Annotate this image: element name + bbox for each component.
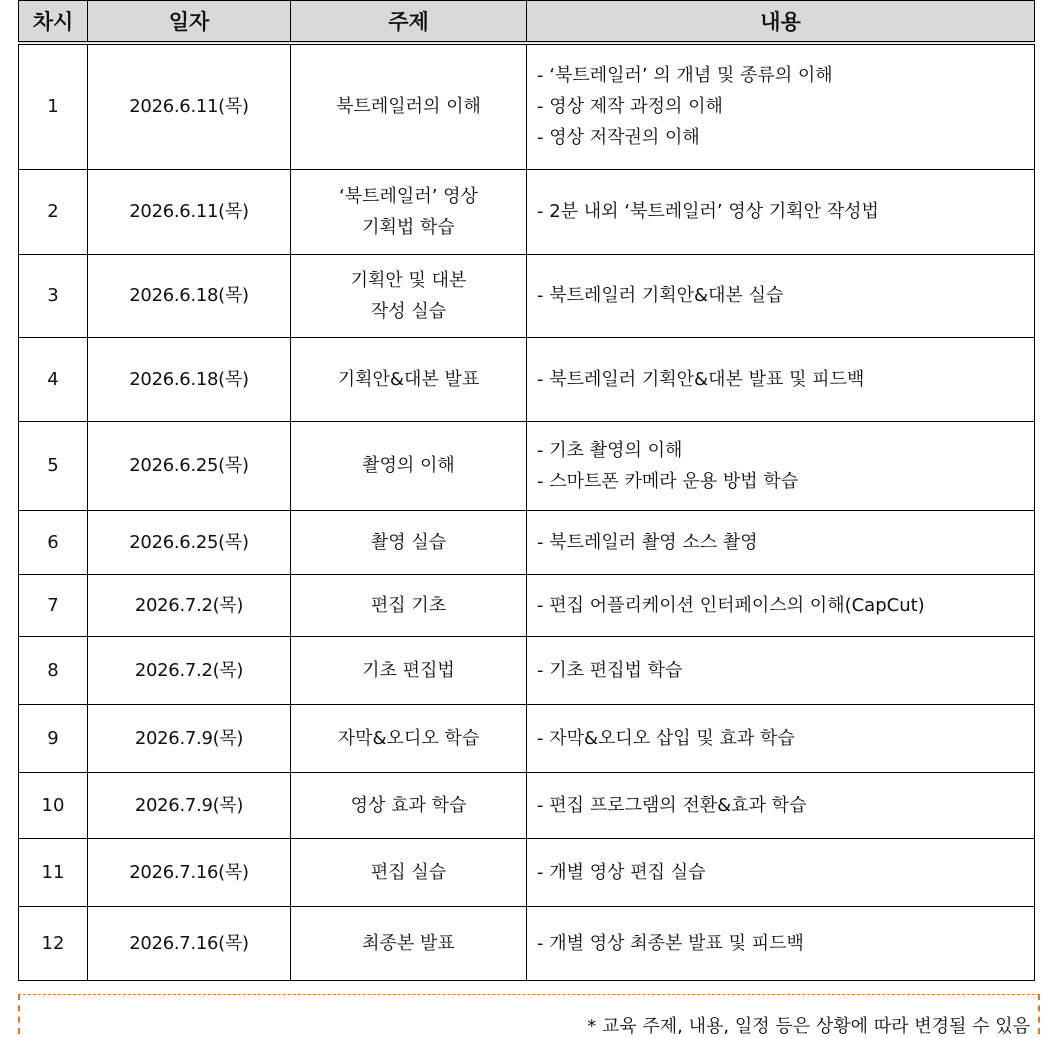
topic-line: 촬영 실습 <box>370 531 447 553</box>
header-content: 내용 <box>527 1 1035 44</box>
topic-line: 최종본 발표 <box>362 932 455 954</box>
content-cell <box>527 772 1035 838</box>
document <box>18 0 1034 1024</box>
session-cell: 3 <box>19 254 88 337</box>
session-cell: 5 <box>19 421 88 510</box>
date-cell: 2026.6.11(목) <box>88 169 291 254</box>
content-cell <box>527 510 1035 574</box>
date-cell: 2026.7.16(목) <box>88 838 291 906</box>
topic-cell <box>291 510 527 574</box>
date-cell: 2026.7.2(목) <box>88 574 291 636</box>
content-cell <box>527 838 1035 906</box>
content-line: - ‘북트레일러’ 의 개념 및 종류의 이해 <box>537 65 833 87</box>
topic-line: ‘북트레일러’ 영상 <box>339 185 478 207</box>
table-row <box>19 510 1035 574</box>
session-cell: 2 <box>19 169 88 254</box>
schedule-table <box>18 0 1035 981</box>
content-cell <box>527 43 1035 169</box>
session-cell: 8 <box>19 636 88 704</box>
content-line: - 영상 저작권의 이해 <box>537 127 700 149</box>
topic-cell <box>291 704 527 772</box>
topic-line: 기획안 및 대본 <box>350 269 467 291</box>
table-row <box>19 43 1035 169</box>
session-cell: 4 <box>19 337 88 421</box>
content-cell <box>527 421 1035 510</box>
topic-line: 기초 편집법 <box>362 659 455 681</box>
content-line: - 편집 어플리케이션 인터페이스의 이해(CapCut) <box>537 594 925 616</box>
session-cell: 10 <box>19 772 88 838</box>
content-line: - 북트레일러 촬영 소스 촬영 <box>537 531 758 553</box>
topic-cell <box>291 906 527 980</box>
content-cell <box>527 906 1035 980</box>
topic-line: 기획안&대본 발표 <box>337 368 480 390</box>
topic-line: 영상 효과 학습 <box>350 794 467 816</box>
session-cell: 12 <box>19 906 88 980</box>
topic-line: 촬영의 이해 <box>362 455 455 476</box>
header-session: 차시 <box>19 1 88 44</box>
content-line: - 북트레일러 기획안&대본 실습 <box>537 285 784 306</box>
date-cell: 2026.6.18(목) <box>88 254 291 337</box>
topic-cell <box>291 421 527 510</box>
content-line: - 자막&오디오 삽입 및 효과 학습 <box>537 727 795 749</box>
date-cell: 2026.6.25(목) <box>88 510 291 574</box>
table-row <box>19 169 1035 254</box>
content-cell <box>527 337 1035 421</box>
footnote-box <box>18 994 1040 1037</box>
content-line: - 편집 프로그램의 전환&효과 학습 <box>537 794 807 816</box>
date-cell: 2026.7.2(목) <box>88 636 291 704</box>
table-row <box>19 421 1035 510</box>
topic-cell <box>291 574 527 636</box>
topic-line: 기획법 학습 <box>362 216 455 238</box>
topic-cell <box>291 254 527 337</box>
content-line: - 기초 촬영의 이해 <box>537 439 683 461</box>
topic-cell <box>291 636 527 704</box>
topic-line: 작성 실습 <box>370 300 447 322</box>
table-row <box>19 254 1035 337</box>
table-row <box>19 337 1035 421</box>
session-cell: 7 <box>19 574 88 636</box>
topic-line: 북트레일러의 이해 <box>336 96 481 118</box>
content-cell <box>527 169 1035 254</box>
topic-line: 편집 실습 <box>370 861 447 883</box>
date-cell: 2026.7.9(목) <box>88 704 291 772</box>
header-date: 일자 <box>88 1 291 44</box>
table-row <box>19 906 1035 980</box>
content-line: - 2분 내외 ‘북트레일러’ 영상 기획안 작성법 <box>537 201 879 222</box>
header-topic: 주제 <box>291 1 527 44</box>
date-cell: 2026.7.16(목) <box>88 906 291 980</box>
table-row <box>19 838 1035 906</box>
table-row <box>19 636 1035 704</box>
table-row <box>19 704 1035 772</box>
table-row <box>19 574 1035 636</box>
topic-cell <box>291 838 527 906</box>
content-line: - 북트레일러 기획안&대본 발표 및 피드백 <box>537 368 865 390</box>
topic-line: 자막&오디오 학습 <box>337 727 480 749</box>
table-row <box>19 772 1035 838</box>
content-line: - 스마트폰 카메라 운용 방법 학습 <box>537 470 799 492</box>
content-line: - 개별 영상 편집 실습 <box>537 861 706 883</box>
topic-cell <box>291 337 527 421</box>
content-cell <box>527 636 1035 704</box>
date-cell: 2026.6.18(목) <box>88 337 291 421</box>
content-line: - 개별 영상 최종본 발표 및 피드백 <box>537 932 804 954</box>
session-cell: 1 <box>19 43 88 169</box>
content-line: - 영상 제작 과정의 이해 <box>537 96 723 118</box>
content-line: - 기초 편집법 학습 <box>537 659 683 681</box>
topic-cell <box>291 43 527 169</box>
header-row <box>19 1 1035 44</box>
content-cell <box>527 574 1035 636</box>
topic-cell <box>291 772 527 838</box>
content-cell <box>527 704 1035 772</box>
date-cell: 2026.6.25(목) <box>88 421 291 510</box>
date-cell: 2026.6.11(목) <box>88 43 291 169</box>
date-cell: 2026.7.9(목) <box>88 772 291 838</box>
session-cell: 6 <box>19 510 88 574</box>
session-cell: 9 <box>19 704 88 772</box>
content-cell <box>527 254 1035 337</box>
session-cell: 11 <box>19 838 88 906</box>
topic-cell <box>291 169 527 254</box>
topic-line: 편집 기초 <box>370 594 447 616</box>
footnote: * 교육 주제, 내용, 일정 등은 상황에 따라 변경될 수 있음 <box>587 1016 1030 1037</box>
